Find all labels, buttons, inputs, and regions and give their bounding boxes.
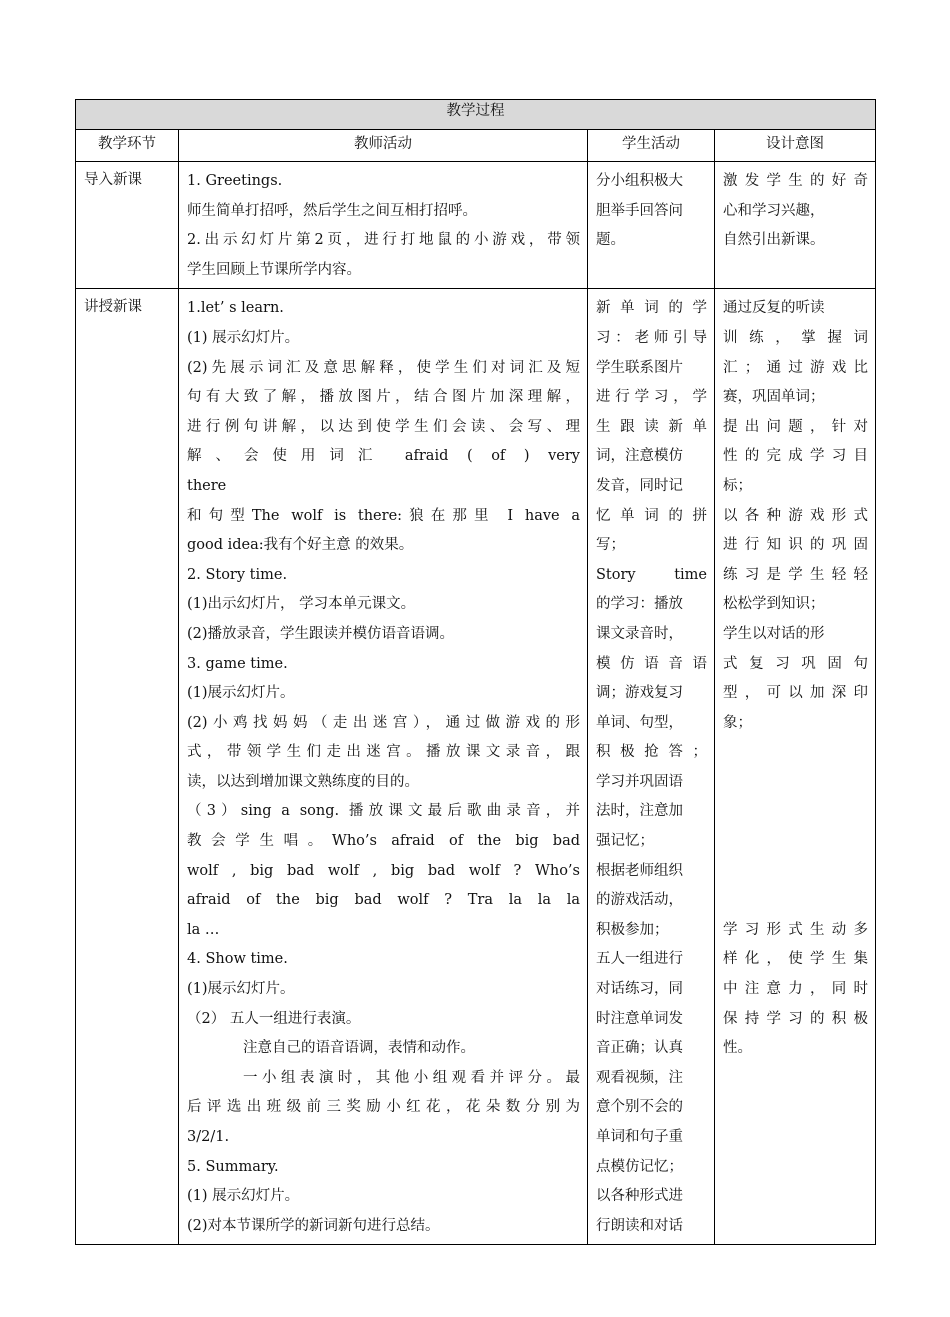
- teacher-line: （3）sing a song. 播放课文最后歌曲录音，并: [187, 803, 580, 820]
- teacher-line: 1. Greetings.: [187, 173, 283, 189]
- intent-line: 进行知识的巩固: [723, 537, 868, 554]
- intent-line: [723, 738, 868, 768]
- stage-cell: 讲授新课: [76, 289, 179, 1245]
- teacher-line: 式，带领学生们走出迷宫。播放课文录音，跟: [187, 744, 580, 761]
- teacher-line: 和句型The wolf is there:狼在那里 I have a: [187, 507, 580, 524]
- teacher-line: there: [187, 477, 227, 494]
- teacher-line: 注意自己的语音语调，表情和动作。: [243, 1040, 475, 1057]
- intent-line: 练习是学生轻轻: [723, 566, 868, 583]
- student-line: 行朗读和对话: [596, 1217, 683, 1234]
- student-line: 对话练习，同: [596, 981, 683, 998]
- teacher-line: 3/2/1.: [187, 1129, 230, 1145]
- student-line: 单词、句型，: [596, 714, 683, 731]
- teacher-line: (2)对本节课所学的新词新句进行总结。: [187, 1217, 440, 1234]
- teacher-line: good idea:我有个好主意 的效果。: [187, 537, 414, 554]
- student-activity-cell: [588, 162, 715, 289]
- student-line: 调；游戏复习: [596, 685, 683, 702]
- teacher-line: 进行例句讲解，以达到使学生们会读、会写、理: [187, 418, 580, 435]
- teacher-line: 教会学生唱。Who’s afraid of the big bad: [187, 833, 580, 850]
- teacher-line: 读，以达到增加课文熟练度的目的。: [187, 773, 419, 790]
- student-line: 五人一组进行: [596, 951, 683, 968]
- student-line: 写；: [596, 537, 625, 554]
- teacher-line: (1)出示幻灯片， 学习本单元课文。: [187, 596, 416, 613]
- teacher-line: 学生回顾上节课所学内容。: [187, 261, 361, 278]
- intent-line: 通过反复的听读: [723, 300, 825, 317]
- teaching-process-table: [75, 99, 876, 1245]
- teacher-activity-cell: [179, 162, 588, 289]
- student-line: 以各种形式进: [596, 1188, 683, 1205]
- header-row: [76, 130, 876, 162]
- student-line: 音正确；认真: [596, 1040, 683, 1057]
- intent-line: [723, 886, 868, 916]
- teacher-activity-cell: [179, 289, 588, 1245]
- intent-line: [723, 827, 868, 857]
- teacher-line: 2. Story time.: [187, 566, 288, 583]
- student-line: 根据老师组织: [596, 862, 683, 879]
- intent-line: 式复习巩固句: [723, 655, 868, 672]
- teacher-line: 解、会使用词汇 afraid ( of ) very: [187, 448, 580, 465]
- intent-line: 性。: [723, 1040, 752, 1057]
- teacher-line: (1) 展示幻灯片。: [187, 1188, 300, 1205]
- student-line: 单词和句子重: [596, 1129, 683, 1145]
- student-line: Story time: [596, 566, 707, 583]
- student-line: 点模仿记忆；: [596, 1158, 683, 1175]
- intent-line: 激发学生的好奇: [723, 173, 868, 189]
- intent-line: 松松学到知识；: [723, 596, 825, 613]
- student-line: 模仿语音语: [596, 655, 707, 672]
- teacher-line: (1) 展示幻灯片。: [187, 329, 300, 346]
- table-row: [76, 162, 876, 289]
- student-line: 词，注意模仿: [596, 448, 683, 465]
- intent-line: 样化，使学生集: [723, 951, 868, 968]
- intent-line: [723, 797, 868, 827]
- intent-line: 以各种游戏形式: [723, 507, 868, 524]
- teacher-line: 一小组表演时，其他小组观看并评分。最: [243, 1069, 580, 1086]
- student-line: 分小组积极大: [596, 173, 683, 189]
- student-line: 意个别不会的: [596, 1099, 683, 1116]
- teacher-line: 师生简单打招呼，然后学生之间互相打招呼。: [187, 202, 477, 219]
- student-line: 进行学习，学: [596, 389, 707, 406]
- teacher-line: afraid of the big bad wolf ? Tra la la la: [187, 892, 580, 909]
- student-line: 观看视频，注: [596, 1069, 683, 1086]
- teacher-line: 1.let’ s learn.: [187, 300, 284, 317]
- student-line: 学习并巩固语: [596, 773, 683, 790]
- intent-line: 赛，巩固单词；: [723, 389, 825, 406]
- table-row: [76, 289, 876, 1245]
- student-line: 新单词的学: [596, 300, 707, 317]
- intent-line: [723, 857, 868, 887]
- teacher-line: wolf , big bad wolf , big bad wolf ? Who’s: [187, 862, 580, 879]
- teacher-line: (1)展示幻灯片。: [187, 685, 295, 702]
- intent-line: 学习形式生动多: [723, 921, 868, 938]
- teacher-line: (2)先展示词汇及意思解释，使学生们对词汇及短: [187, 359, 580, 376]
- intent-line: 训练，掌握词: [723, 329, 868, 346]
- intent-line: 保持学习的积极: [723, 1010, 868, 1027]
- header-teacher-activity: 教师活动: [179, 130, 588, 162]
- student-line: 的学习：播放: [596, 596, 683, 613]
- teacher-line: 2.出示幻灯片第2页，进行打地鼠的小游戏，带领: [187, 232, 580, 249]
- student-line: 题。: [596, 232, 625, 249]
- student-line: 积极参加；: [596, 921, 669, 938]
- intent-line: 心和学习兴趣，: [723, 202, 825, 219]
- intent-line: [723, 768, 868, 798]
- student-line: 忆单词的拼: [596, 507, 707, 524]
- student-line: 生跟读新单: [596, 418, 707, 435]
- intent-line: 汇；通过游戏比: [723, 359, 868, 376]
- teacher-line: la …: [187, 921, 220, 938]
- student-line: 强记忆；: [596, 833, 654, 850]
- student-line: 胆举手回答问: [596, 202, 683, 219]
- design-intent-cell: [715, 162, 876, 289]
- student-line: 课文录音时，: [596, 625, 683, 642]
- header-student-activity: 学生活动: [588, 130, 715, 162]
- header-design-intent: 设计意图: [715, 130, 876, 162]
- intent-line: 自然引出新课。: [723, 232, 825, 249]
- intent-line: 标；: [723, 477, 752, 494]
- student-activity-cell: [588, 289, 715, 1245]
- header-stage: 教学环节: [76, 130, 179, 162]
- teacher-line: (2)播放录音，学生跟读并模仿语音语调。: [187, 625, 455, 642]
- table-title: 教学过程: [76, 100, 876, 130]
- teacher-line: 3. game time.: [187, 655, 288, 672]
- student-line: 发音，同时记: [596, 477, 683, 494]
- intent-line: 中注意力，同时: [723, 981, 868, 998]
- intent-line: 性的完成学习目: [723, 448, 868, 465]
- student-line: 时注意单词发: [596, 1010, 683, 1027]
- teacher-line: 5. Summary.: [187, 1158, 279, 1175]
- student-line: 习：老师引导: [596, 329, 707, 346]
- teacher-line: （2） 五人一组进行表演。: [187, 1010, 361, 1027]
- intent-line: 象；: [723, 714, 752, 731]
- student-line: 学生联系图片: [596, 359, 683, 376]
- student-line: 积极抢答；: [596, 744, 707, 761]
- teacher-line: 后评选出班级前三奖励小红花，花朵数分别为: [187, 1099, 580, 1116]
- teacher-line: 4. Show time.: [187, 951, 288, 968]
- teacher-line: (2)小鸡找妈妈（走出迷宫），通过做游戏的形: [187, 714, 580, 731]
- student-line: 的游戏活动，: [596, 892, 683, 909]
- stage-cell: 导入新课: [76, 162, 179, 289]
- student-line: 法时，注意加: [596, 803, 683, 820]
- teacher-line: (1)展示幻灯片。: [187, 981, 295, 998]
- design-intent-cell: [715, 289, 876, 1245]
- intent-line: 型，可以加深印: [723, 685, 868, 702]
- intent-line: 学生以对话的形: [723, 625, 825, 642]
- intent-line: 提出问题，针对: [723, 418, 868, 435]
- teacher-line: 句有大致了解，播放图片，结合图片加深理解，: [187, 389, 580, 406]
